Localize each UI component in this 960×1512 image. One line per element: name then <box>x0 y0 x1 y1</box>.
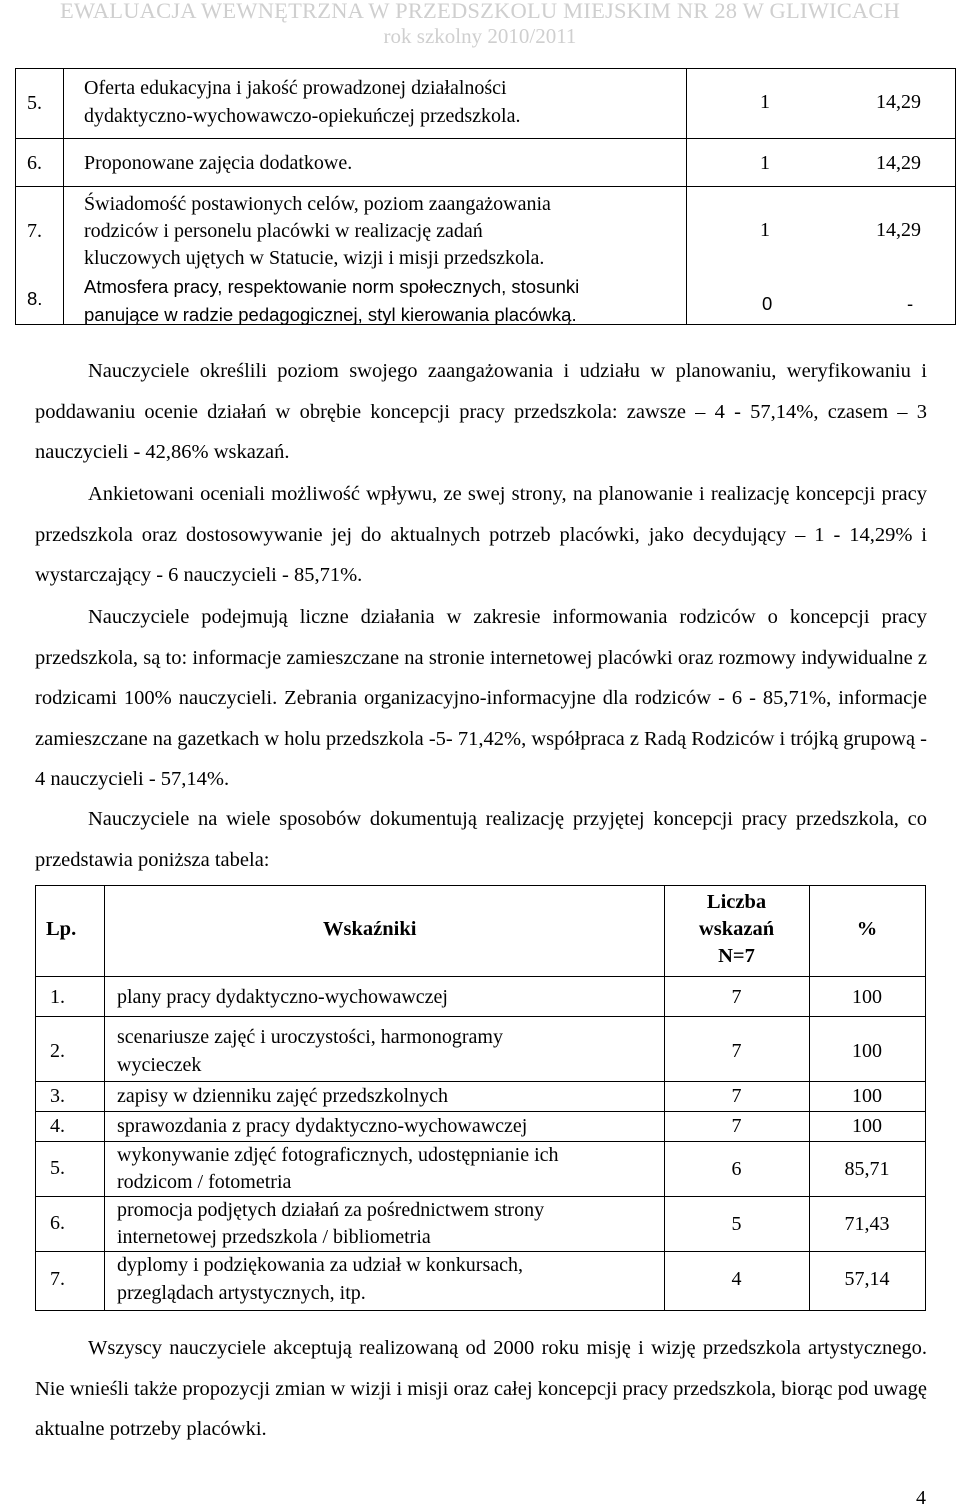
table-row-pct: 100 <box>852 1115 882 1137</box>
top-row-count: 0 <box>762 293 773 314</box>
paragraph-text: Nauczyciele określili poziom swojego zaangażowania i udziału w planowaniu, weryfikowaniu i poddawaniu ocenie działań w obrębie koncepcji pracy przedszkola: zawsze – 4 - 57,14%, czasem – 3 nauczycieli - 42,86% wskazań. <box>35 360 927 463</box>
table-row-text: wykonywanie zdjęć fotograficznych, udostępnianie ich <box>117 1144 559 1166</box>
paragraph-text: Nauczyciele podejmują liczne działania w zakresie informowania rodziców o koncepcji pracy przedszkola, są to: informacje zamieszczane na stronie internetowej placówki oraz rozmowy indywidualne z rodzicami 100% nauczycieli. Zebrania organizacyjno-informacyjne dla rodziców - 6 - 85,71%, informacje zamieszczane na gazetkach w holu przedszkola -5- 71,42%, współpraca z Radą Rodziców i trójką grupową - 4 nauczycieli - 57,14%. <box>35 606 927 790</box>
header-count: Liczba <box>706 891 767 913</box>
top-row-text: dydaktyczno-wychowawczo-opiekuńczej przedszkola. <box>84 105 521 127</box>
top-row-text: Oferta edukacyjna i jakość prowadzonej działalności <box>84 77 507 99</box>
top-row-text: kluczowych ujętych w Statucie, wizji i misji przedszkola. <box>84 247 545 269</box>
table-row-text: internetowej przedszkola / bibliometria <box>117 1226 431 1248</box>
header-title: EWALUACJA WEWNĘTRZNA W PRZEDSZKOLU MIEJSKIM NR 28 W GLIWICACH <box>59 0 901 23</box>
top-row-count: 1 <box>760 219 770 241</box>
table-row-count: 4 <box>731 1268 742 1290</box>
top-row-pct: - <box>907 293 914 314</box>
table-row-text: wycieczek <box>117 1054 202 1076</box>
table-row-lp: 3. <box>50 1085 65 1107</box>
table-row-count: 7 <box>731 986 742 1008</box>
paragraph <box>35 351 927 473</box>
table-row-pct: 100 <box>852 986 882 1008</box>
table-row-text: zapisy w dzienniku zajęć przedszkolnych <box>117 1085 448 1107</box>
table-row-text: rodzicom / fotometria <box>117 1171 292 1193</box>
table-row-count: 7 <box>731 1085 742 1107</box>
header-lp: Lp. <box>46 918 77 940</box>
table-row-text: scenariusze zajęć i uroczystości, harmonogramy <box>117 1026 503 1048</box>
table-row-pct: 71,43 <box>844 1213 890 1235</box>
header-school-year: rok szkolny 2010/2011 <box>383 24 577 48</box>
top-row-num: 5. <box>27 92 42 114</box>
table-row-lp: 2. <box>50 1040 65 1062</box>
paragraph <box>35 474 927 596</box>
header-pct: % <box>856 918 878 940</box>
table-row-text: dyplomy i podziękowania za udział w konkursach, <box>117 1254 523 1276</box>
table-row-pct: 57,14 <box>844 1268 890 1290</box>
top-row-text: Proponowane zajęcia dodatkowe. <box>84 152 353 174</box>
paragraph-text: Ankietowani oceniali możliwość wpływu, ze swej strony, na planowanie i realizację koncepcji pracy przedszkola oraz dostosowywanie jej do aktualnych potrzeb placówki, jako decydujący – 1 - 14,29% i wystarczający - 6 nauczycieli - 85,71%. <box>35 483 927 586</box>
table-row-pct: 100 <box>852 1085 882 1107</box>
table-row-count: 6 <box>731 1158 742 1180</box>
top-row-count: 1 <box>760 91 770 113</box>
paragraph <box>35 799 927 880</box>
header-count: wskazań <box>698 918 775 940</box>
top-row-text: rodziców i personelu placówki w realizację zadań <box>84 220 483 242</box>
paragraph-text: Nauczyciele na wiele sposobów dokumentują realizację przyjętej koncepcji pracy przedszkola, co przedstawia poniższa tabela: <box>35 808 927 871</box>
paragraph <box>35 1328 927 1450</box>
table-row-lp: 5. <box>50 1157 65 1179</box>
table-row-lp: 1. <box>50 986 65 1008</box>
table-row-text: plany pracy dydaktyczno-wychowawczej <box>117 986 448 1008</box>
table-row-count: 5 <box>731 1213 742 1235</box>
top-row-count: 1 <box>760 152 770 174</box>
table-row-lp: 6. <box>50 1212 65 1234</box>
table-row-lp: 4. <box>50 1115 65 1137</box>
top-row-num: 6. <box>27 152 42 174</box>
table-row-pct: 85,71 <box>844 1158 890 1180</box>
top-row-text: Atmosfera pracy, respektowanie norm społecznych, stosunki <box>84 276 580 297</box>
paragraph-text: Wszyscy nauczyciele akceptują realizowaną od 2000 roku misję i wizję przedszkola artystycznego. Nie wnieśli także propozycji zmian w wizji i misji oraz całej koncepcji pracy przedszkola, biorąc pod uwagę aktualne potrzeby placówki. <box>35 1337 927 1440</box>
page-number: 4 <box>916 1487 926 1509</box>
top-row-text: Świadomość postawionych celów, poziom zaangażowania <box>84 193 551 215</box>
top-row-pct: 14,29 <box>876 152 921 174</box>
top-row-text: panujące w radzie pedagogicznej, styl kierowania placówką. <box>84 304 577 325</box>
paragraph <box>35 597 927 800</box>
header-indicator: Wskaźniki <box>323 918 417 940</box>
top-row-pct: 14,29 <box>876 219 921 241</box>
table-row-lp: 7. <box>50 1268 65 1290</box>
top-row-pct: 14,29 <box>876 91 921 113</box>
table-row-text: przeglądach artystycznych, itp. <box>117 1282 366 1304</box>
table-row-pct: 100 <box>852 1040 882 1062</box>
table-row-text: promocja podjętych działań za pośrednictwem strony <box>117 1199 545 1221</box>
table-row-count: 7 <box>731 1115 742 1137</box>
table-row-text: sprawozdania z pracy dydaktyczno-wychowawczej <box>117 1115 528 1137</box>
top-row-num: 8. <box>27 288 43 309</box>
table-row-count: 7 <box>731 1040 742 1062</box>
top-row-num: 7. <box>27 220 42 242</box>
header-count: N=7 <box>718 945 755 967</box>
